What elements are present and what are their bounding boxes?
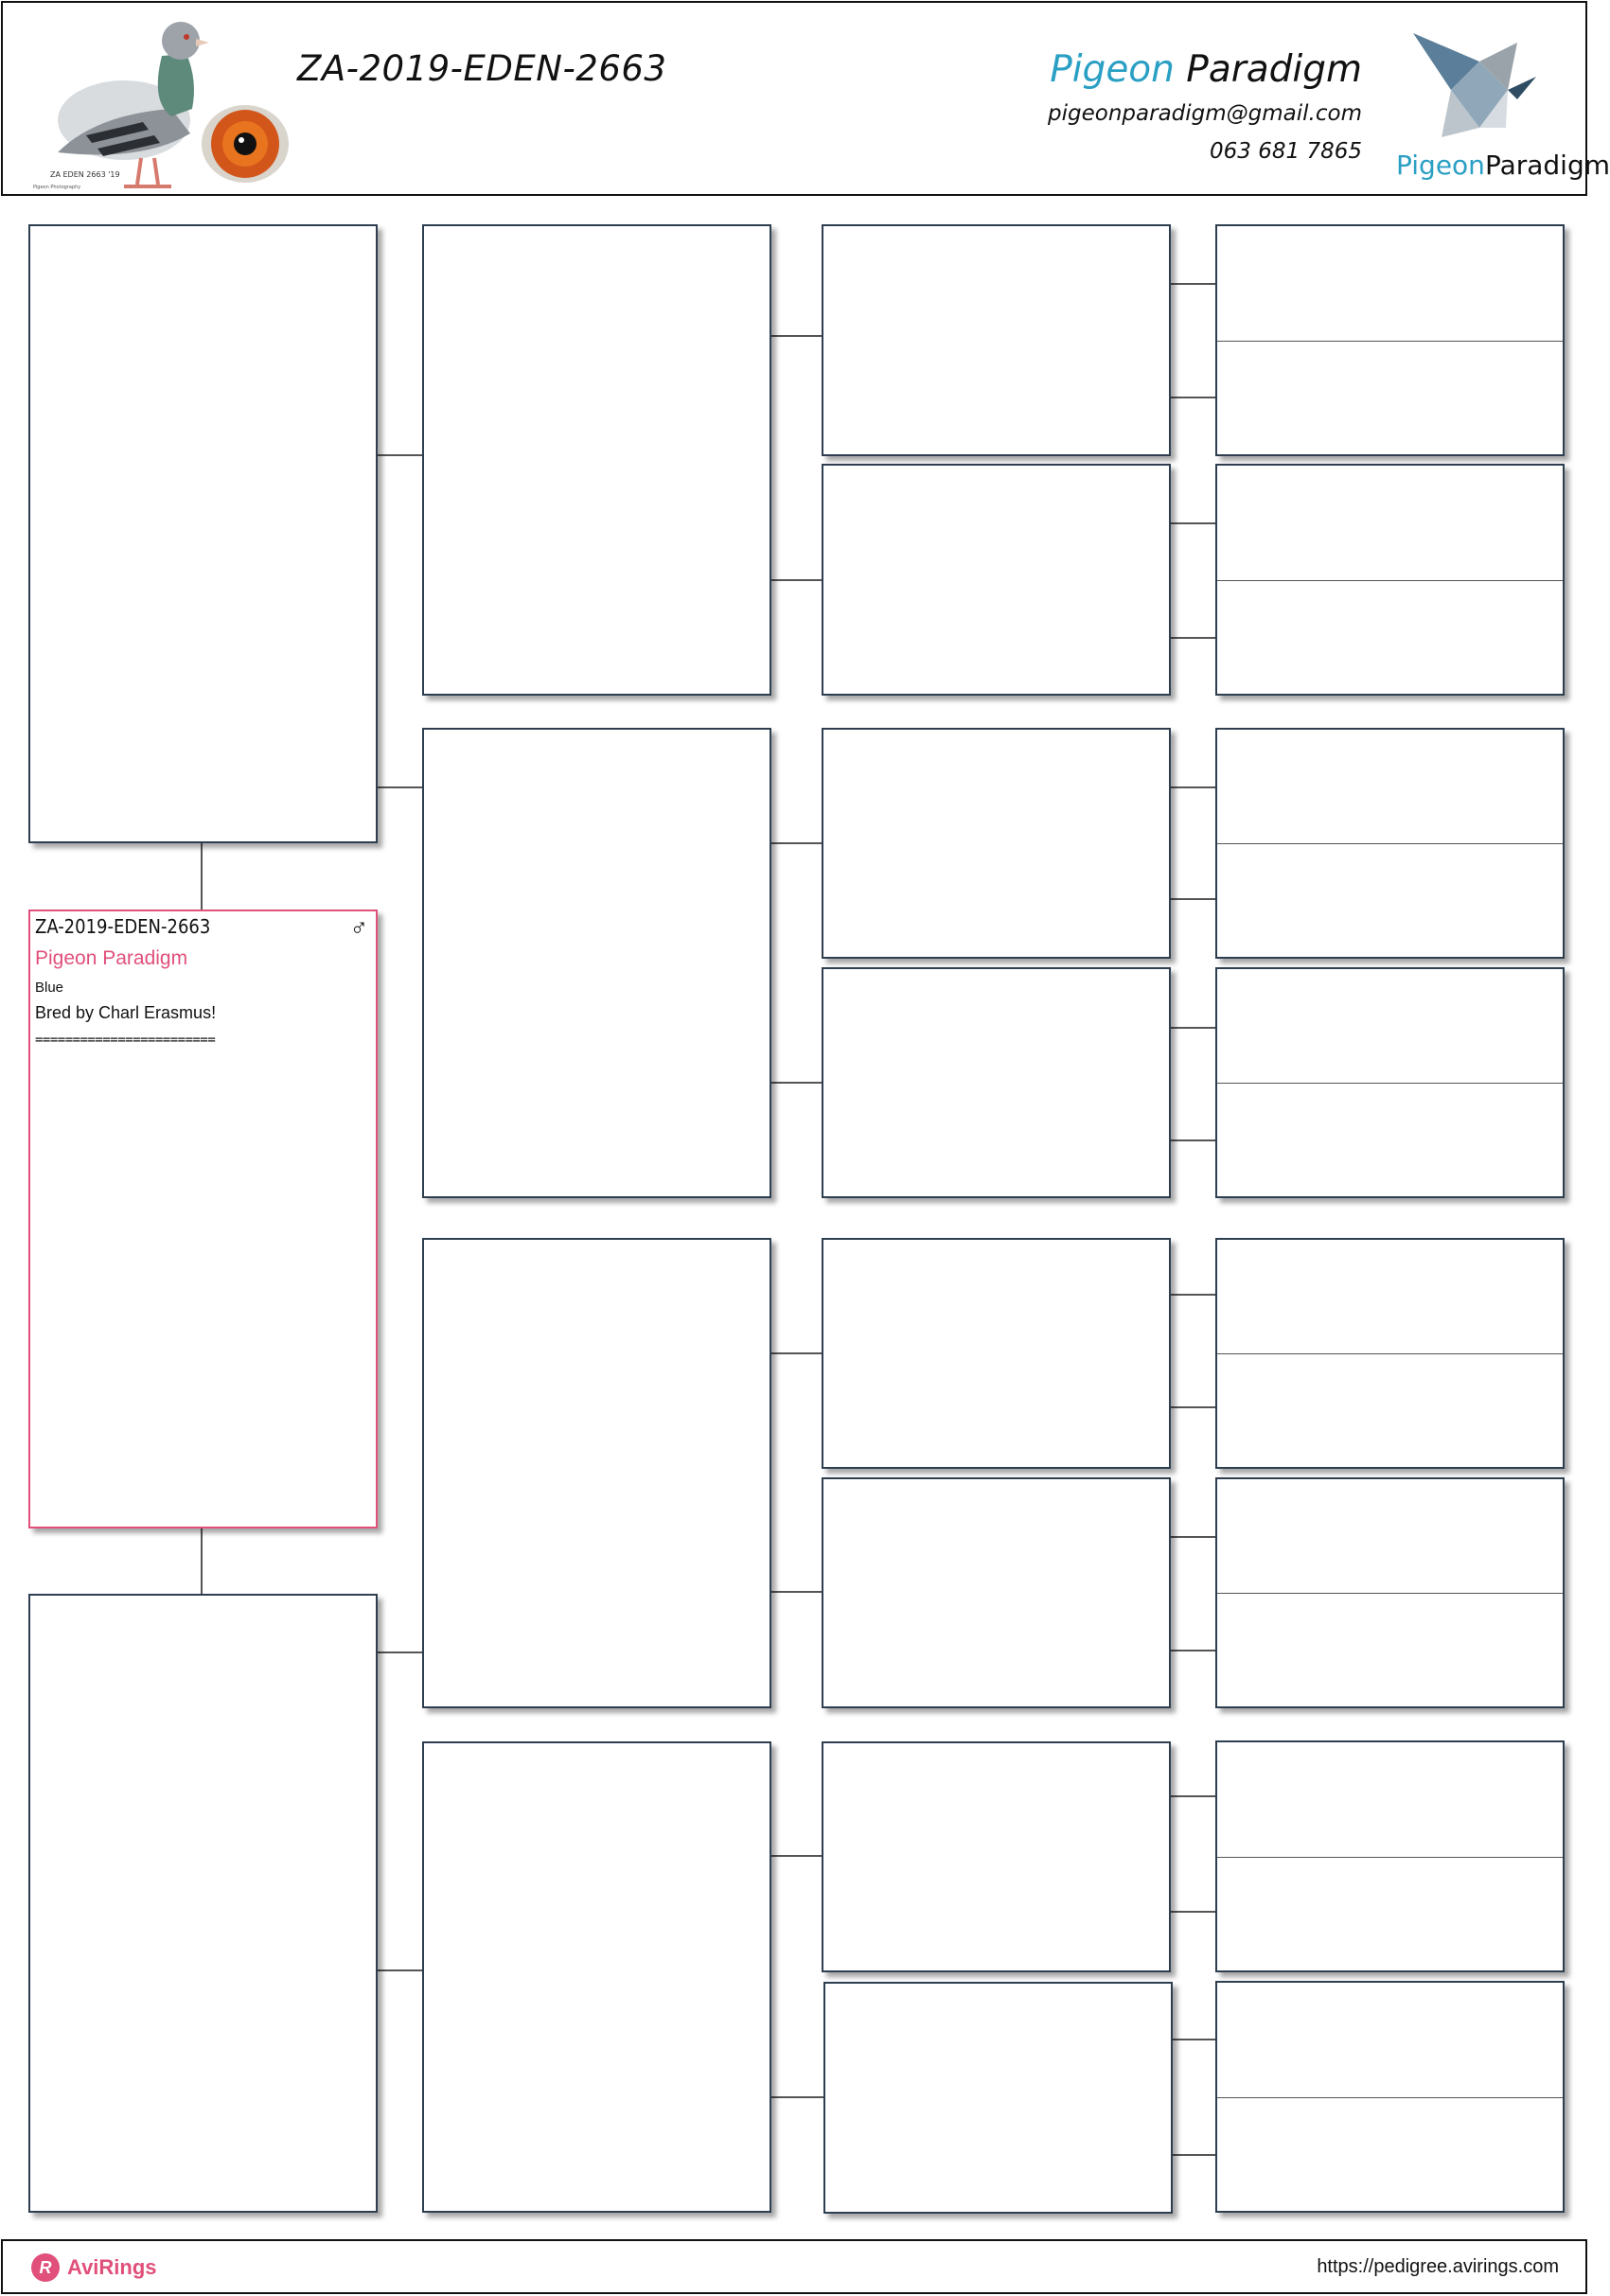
connector-line (1169, 1294, 1216, 1296)
loft-name-second: Paradigm (1186, 48, 1362, 91)
subject-ring-number: ZA-2019-EDEN-2663 (35, 915, 211, 938)
connector-line (1169, 637, 1216, 639)
loft-name-first: Pigeon (1050, 48, 1175, 91)
connector-line (1169, 522, 1216, 524)
great-grandparent-card[interactable] (822, 464, 1171, 696)
subject-color: Blue (35, 980, 64, 996)
card-divider (1217, 2097, 1563, 2098)
dam-card[interactable] (28, 1594, 378, 2213)
card-divider (1217, 1353, 1563, 1354)
grandparent-card[interactable] (422, 1741, 771, 2213)
connector-line (1169, 1406, 1216, 1408)
connector-line (770, 1082, 823, 1084)
grandparent-card[interactable] (422, 1238, 771, 1708)
pedigree-footer (1, 2239, 1587, 2294)
connector-line (377, 1969, 424, 1971)
grandparent-card[interactable] (422, 728, 771, 1198)
connector-line (770, 1855, 823, 1857)
great-great-grandparents-card[interactable] (1215, 224, 1565, 456)
great-grandparent-card[interactable] (822, 224, 1171, 456)
connector-line (1169, 283, 1216, 285)
connector-line (770, 842, 823, 844)
logo-text-second: Paradigm (1484, 150, 1610, 181)
pigeon-eye-photo (200, 103, 291, 185)
logo-text (1396, 150, 1610, 181)
great-great-grandparents-card[interactable] (1215, 967, 1565, 1198)
contact-phone: 063 681 7865 (1210, 139, 1362, 164)
connector-line (1169, 1650, 1216, 1651)
great-grandparent-card[interactable] (822, 1238, 1171, 1469)
connector-line (1169, 397, 1216, 398)
card-divider (1217, 1593, 1563, 1594)
connector-line (377, 1651, 424, 1653)
great-great-grandparents-card[interactable] (1215, 1238, 1565, 1469)
connector-line (1171, 2154, 1216, 2156)
great-grandparent-card[interactable] (822, 1477, 1171, 1708)
connector-line (1169, 1027, 1216, 1029)
card-divider (1217, 341, 1563, 342)
logo-text-first: Pigeon (1396, 150, 1485, 181)
great-great-grandparents-card[interactable] (1215, 1740, 1565, 1972)
connector-line (377, 786, 424, 788)
connector-line (770, 579, 823, 581)
great-great-grandparents-card[interactable] (1215, 728, 1565, 959)
great-grandparent-card[interactable] (822, 728, 1171, 959)
card-divider (1217, 843, 1563, 844)
connector-line (770, 1591, 823, 1593)
subject-card[interactable] (28, 910, 378, 1528)
svg-text:ZA EDEN 2663 '19: ZA EDEN 2663 '19 (50, 170, 120, 179)
connector-line (1169, 1139, 1216, 1141)
sire-card[interactable] (28, 224, 378, 843)
avirings-brand[interactable] (31, 2253, 157, 2282)
connector-line (770, 1352, 823, 1354)
grandparent-card[interactable] (422, 224, 771, 696)
origami-pigeon-logo-icon (1394, 24, 1546, 149)
footer-url-link[interactable]: https://pedigree.avirings.com (1317, 2256, 1559, 2277)
connector-line (770, 2096, 823, 2098)
connector-line (1169, 1795, 1216, 1797)
loft-name (1050, 48, 1362, 91)
subject-loft: Pigeon Paradigm (35, 947, 188, 969)
great-great-grandparents-card[interactable] (1215, 464, 1565, 696)
connector-line (770, 335, 823, 337)
male-sex-icon: ♂ (349, 913, 368, 942)
svg-text:Pigeon Photography: Pigeon Photography (33, 185, 81, 190)
great-grandparent-card[interactable] (822, 1741, 1171, 1972)
great-grandparent-card[interactable] (823, 1982, 1173, 2214)
subject-note: Bred by Charl Erasmus! (35, 1003, 217, 1022)
card-divider (1217, 1857, 1563, 1858)
great-grandparent-card[interactable] (822, 967, 1171, 1198)
connector-line (1169, 1911, 1216, 1913)
ring-number-title: ZA-2019-EDEN-2663 (297, 48, 667, 89)
avirings-logo-icon: R (31, 2253, 60, 2282)
connector-line (1169, 786, 1216, 788)
pedigree-header (1, 1, 1610, 196)
connector-line (1169, 1536, 1216, 1538)
pigeon-photo (29, 10, 209, 196)
subject-separator: ======================== (35, 1033, 216, 1048)
connector-line (1169, 898, 1216, 900)
connector-line (377, 454, 424, 456)
card-divider (1217, 1083, 1563, 1084)
connector-line (201, 1528, 203, 1596)
connector-line (201, 843, 203, 911)
card-divider (1217, 580, 1563, 581)
contact-email: pigeonparadigm@gmail.com (1048, 101, 1362, 126)
brand-name: AviRings (67, 2255, 157, 2279)
connector-line (1171, 2039, 1216, 2040)
great-great-grandparents-card[interactable] (1215, 1477, 1565, 1708)
great-great-grandparents-card[interactable] (1215, 1981, 1565, 2213)
